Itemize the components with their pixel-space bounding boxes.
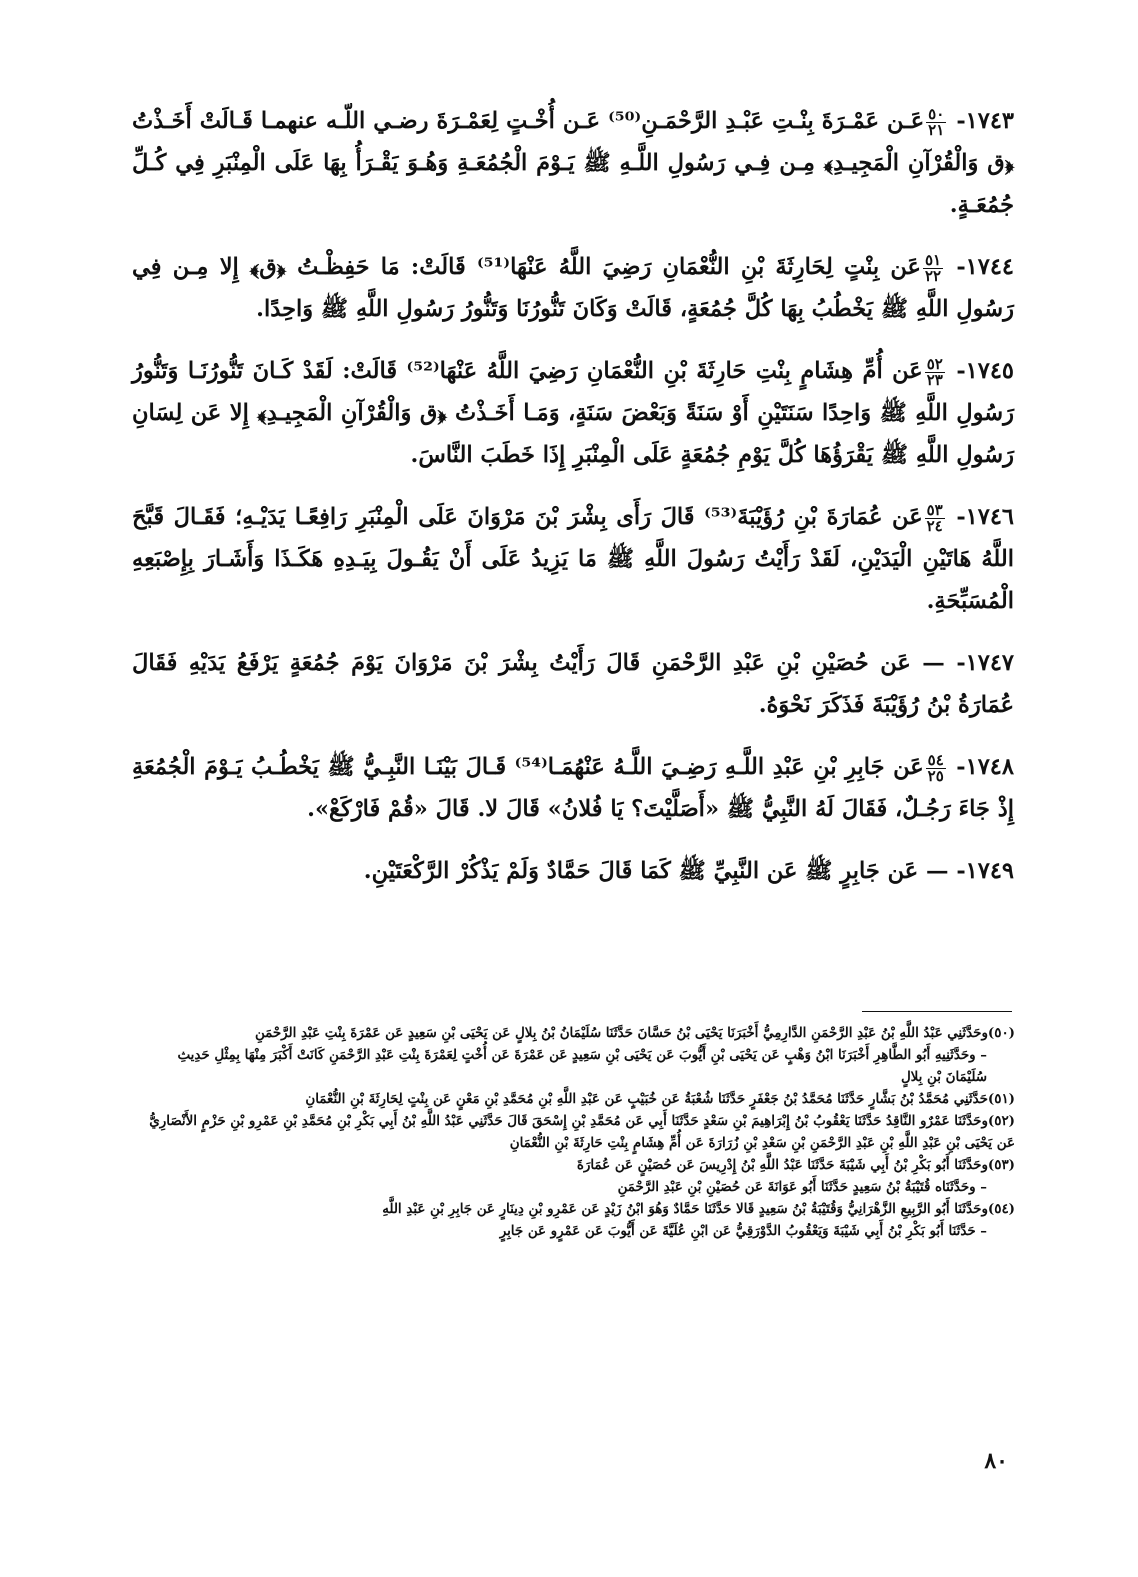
- hadith-reference: ٥٤ ٢٥: [927, 750, 944, 785]
- hadith-number: ١٧٤٨-: [956, 754, 1014, 780]
- hadith-text: — عَن حُصَيْنِ بْنِ عَبْدِ الرَّحْمَنِ قَالَ رَأَيْتُ بِشْرَ بْنَ مَرْوَانَ يَوْمَ جُمُعَةٍ يَرْفَعُ يَدَيْهِ فَقَالَ عُمَارَةُ بْنُ رُؤَيْبَةَ فَذَكَرَ نَحْوَهُ.: [132, 650, 1014, 718]
- hadith-1747: [132, 642, 1014, 726]
- hadith-text: عَـن عَمْـرَةَ بِنْـتِ عَبْـدِ الرَّحْمَـنِ⁽⁵⁰⁾ عَـن أُخْـتٍ لِعَمْـرَةَ رضـي اللّـه عنهمـا قَـالَتْ أَخَـذْتُ ﴿ق وَالْقُرْآنِ الْمَجِيـدِ﴾ مِـن فِـي رَسُولِ اللَّـهِ ﷺ يَـوْمَ الْجُمُعَـةِ وَهُـوَ يَقْـرَأُ بِهَا عَلَى الْمِنْبَرِ فِي كُـلِّ جُمُعَـةٍ.: [132, 108, 1014, 218]
- footnotes: [140, 1022, 1015, 1242]
- hadith-1748: [132, 746, 1014, 830]
- page-number: ٨٠: [984, 1448, 1008, 1474]
- hadith-1745: [132, 350, 1014, 476]
- hadith-text: — عَن جَابِرٍ ﷺ عَن النَّبِيِّ ﷺ كَمَا قَالَ حَمَّادٌ وَلَمْ يَذْكُرْ الرَّكْعَتَيْنِ.: [363, 858, 949, 884]
- hadith-number: ١٧٤٧-: [956, 650, 1014, 676]
- hadith-1746: [132, 496, 1014, 622]
- hadith-text: عَن بِنْتٍ لِحَارِثَةَ بْنِ النُّعْمَانِ رَضِيَ اللَّهُ عَنْهَا⁽⁵¹⁾ قَالَتْ: مَا حَفِظْـتُ ﴿ق﴾ إِلا مِـن فِي رَسُولِ اللَّهِ ﷺ يَخْطُبُ بِهَا كُلَّ جُمُعَةٍ، قَالَتْ وَكَانَ تَنُّورُنَا وَتَنُّورُ رَسُولِ اللَّهِ ﷺ وَاحِدًا.: [132, 254, 1014, 322]
- footnote-52: (٥٢)وحَدَّثَنَا عَمْرٌو النَّاقِدُ حَدَّثَنَا يَعْقُوبُ بْنُ إِبْرَاهِيمَ بْنِ سَعْدٍ حَدَّثَنَا أَبِي عَن مُحَمَّدِ بْنِ إِسْحَقَ قَالَ حَدَّثَنِي عَبْدُ اللَّهِ بْنُ أَبِي بَكْرِ بْنِ مُحَمَّدِ بْنِ عَمْرِو بْنِ حَزْمٍ الأَنْصَارِيُّ عَن يَحْيَى بْنِ عَبْدِ اللَّهِ بْنِ عَبْدِ الرَّحْمَنِ بْنِ سَعْدِ بْنِ زُرَارَةَ عَن أُمِّ هِشَامٍ بِنْتِ حَارِثَةَ بْنِ النُّعْمَانِ: [149, 1113, 1015, 1151]
- hadith-reference: ٥٣ ٢٤: [926, 500, 943, 535]
- footnote-separator: [862, 1011, 1012, 1012]
- footnote-53: (٥٣)وحَدَّثَنَا أَبُو بَكْرِ بْنُ أَبِي شَيْبَةَ حَدَّثَنَا عَبْدُ اللَّهِ بْنُ إِدْرِيسَ عَن حُصَيْنٍ عَن عُمَارَةَ: [576, 1157, 1015, 1173]
- hadith-text: عَن جَابِرِ بْنِ عَبْدِ اللَّـهِ رَضِـيَ اللَّـهُ عَنْهُمَـا⁽⁵⁴⁾ قَـالَ بَيْنَـا النَّبِـيُّ ﷺ يَخْطُـبُ يَـوْمَ الْجُمُعَةِ إِذْ جَاءَ رَجُـلٌ، فَقَالَ لَهُ النَّبِيُّ ﷺ «أَصَلَّيْتَ؟ يَا فُلانُ» قَالَ لا. قَالَ «قُمْ فَارْكَعْ».: [132, 754, 1014, 822]
- footnote-50-continuation: – وحَدَّثَنِيهِ أَبُو الطَّاهِرِ أَخْبَرَنَا ابْنُ وَهْبٍ عَن يَحْيَى بْنِ أَيُّوبَ عَن يَحْيَى بْنِ سَعِيدٍ عَن عَمْرَةَ عَن أُخْتٍ لِعَمْرَةَ بِنْتِ عَبْدِ الرَّحْمَنِ كَانَتْ أَكْبَرَ مِنْهَا بِمِثْلِ حَدِيثِ سُلَيْمَانَ بْنِ بِلالٍ: [177, 1047, 987, 1085]
- footnote-53-continuation: – وحَدَّثَنَاه قُتَيْبَةُ بْنُ سَعِيدٍ حَدَّثَنَا أَبُو عَوَانَةَ عَن حُصَيْنِ بْنِ عَبْدِ الرَّحْمَنِ: [617, 1179, 987, 1195]
- hadith-1743: [132, 100, 1014, 226]
- footnote-54: (٥٤)وحَدَّثَنَا أَبُو الرَّبِيعِ الزَّهْرَانِيُّ وَقُتَيْبَةُ بْنُ سَعِيدٍ قَالا حَدَّثَنَا حَمَّادٌ وَهُوَ ابْنُ زَيْدٍ عَن عَمْرِو بْنِ دِينَارٍ عَن جَابِرِ بْنِ عَبْدِ اللَّهِ: [382, 1201, 1015, 1217]
- hadith-reference: ٥٢ ٢٣: [926, 354, 943, 389]
- hadith-text: عَن عُمَارَةَ بْنِ رُؤَيْبَةَ⁽⁵³⁾ قَالَ رَأَى بِشْرَ بْنَ مَرْوَانَ عَلَى الْمِنْبَرِ رَافِعًـا يَدَيْـهِ؛ فَقَـالَ قَبَّحَ اللَّهُ هَاتَيْنِ الْيَدَيْنِ، لَقَدْ رَأَيْتُ رَسُولَ اللَّهِ ﷺ مَا يَزِيدُ عَلَى أَنْ يَقُـولَ بِيَـدِهِ هَكَـذَا وَأَشَـارَ بِإِصْبَعِهِ الْمُسَبِّحَةِ.: [132, 504, 1014, 614]
- footnote-54-continuation: – حَدَّثَنَا أَبُو بَكْرِ بْنُ أَبِي شَيْبَةَ وَيَعْقُوبُ الدَّوْرَقِيُّ عَن ابْنِ عُلَيَّةَ عَن أَيُّوبَ عَن عَمْرٍو عَن جَابِرٍ: [499, 1223, 987, 1239]
- hadith-number: ١٧٤٤-: [956, 254, 1014, 280]
- hadith-1749: [132, 850, 1014, 892]
- hadith-list: [132, 100, 1014, 912]
- hadith-1744: [132, 246, 1014, 330]
- hadith-number: ١٧٤٩-: [956, 858, 1014, 884]
- hadith-reference: ٥٠ ٢١: [928, 104, 945, 139]
- hadith-number: ١٧٤٥-: [956, 358, 1014, 384]
- footnote-51: (٥١)حَدَّثَنِي مُحَمَّدُ بْنُ بَشَّارٍ حَدَّثَنَا مُحَمَّدُ بْنُ جَعْفَرٍ حَدَّثَنَا شُعْبَةُ عَن خُبَيْبٍ عَن عَبْدِ اللَّهِ بْنِ مُحَمَّدِ بْنِ مَعْنٍ عَن بِنْتٍ لِحَارِثَةَ بْنِ النُّعْمَانِ: [305, 1091, 1015, 1107]
- hadith-text: عَن أُمِّ هِشَامٍ بِنْتِ حَارِثَةَ بْنِ النُّعْمَانِ رَضِيَ اللَّهُ عَنْهَا⁽⁵²⁾ قَالَتْ: لَقَدْ كَـانَ تَنُّورُنَـا وَتَنُّورُ رَسُولِ اللَّهِ ﷺ وَاحِدًا سَنَتَيْنِ أَوْ سَنَةً وَبَعْضَ سَنَةٍ، وَمَـا أَخَـذْتُ ﴿ق وَالْقُرْآنِ الْمَجِيـدِ﴾ إِلا عَن لِسَانِ رَسُولِ اللَّهِ ﷺ يَقْرَؤُهَا كُلَّ يَوْمِ جُمُعَةٍ عَلَى الْمِنْبَرِ إِذَا خَطَبَ النَّاسَ.: [132, 358, 1014, 468]
- hadith-reference: ٥١ ٢٢: [924, 250, 942, 285]
- footnote-50: (٥٠)وحَدَّثَنِي عَبْدُ اللَّهِ بْنُ عَبْدِ الرَّحْمَنِ الدَّارِمِيُّ أَخْبَرَنَا يَحْيَى بْنُ حَسَّانَ حَدَّثَنَا سُلَيْمَانُ بْنُ بِلالٍ عَن يَحْيَى بْنِ سَعِيدٍ عَن عَمْرَةَ بِنْتِ عَبْدِ الرَّحْمَنِ: [254, 1025, 1015, 1041]
- hadith-number: ١٧٤٣-: [956, 108, 1014, 134]
- hadith-number: ١٧٤٦-: [956, 504, 1014, 530]
